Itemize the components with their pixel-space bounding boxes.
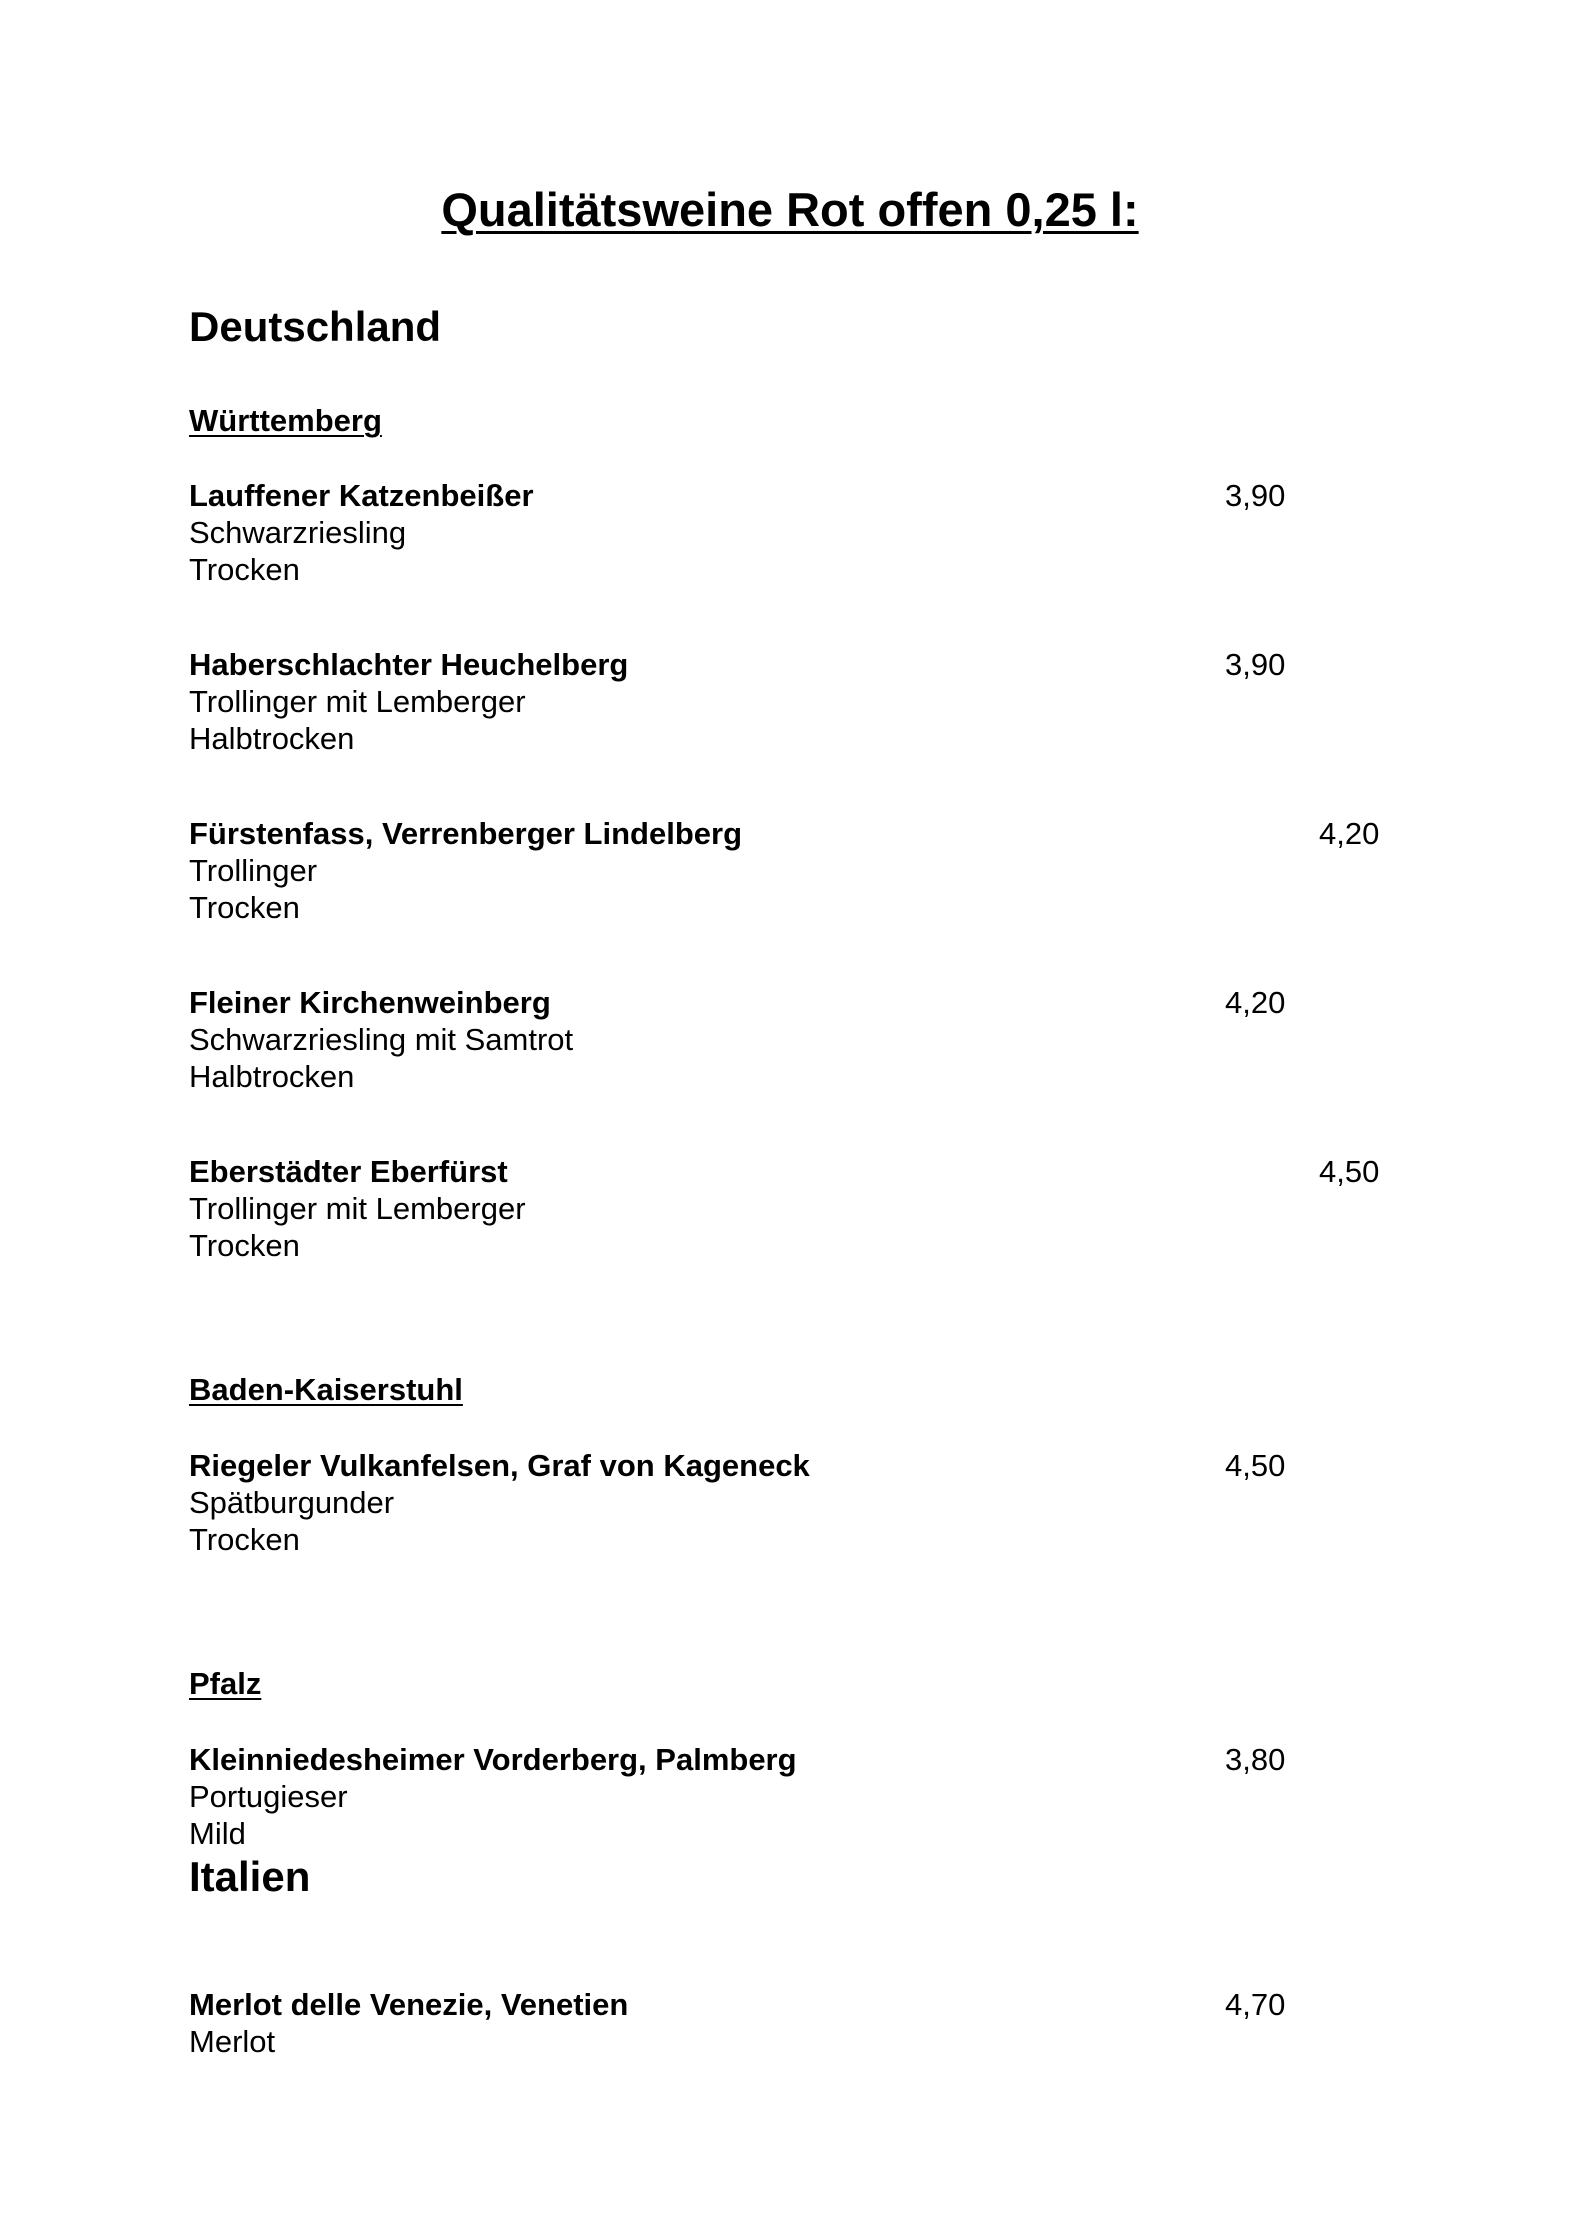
region-heading-wuerttemberg: Württemberg	[189, 403, 382, 438]
wine-grape: Trollinger mit Lemberger	[189, 1191, 526, 1226]
wine-taste: Trocken	[189, 1522, 300, 1557]
wine-price: 4,70	[1225, 1987, 1286, 2022]
wine-grape: Spätburgunder	[189, 1485, 395, 1520]
wine-entry	[189, 477, 1389, 588]
country-heading-italien: Italien	[189, 1853, 311, 1900]
wine-grape: Portugieser	[189, 1779, 348, 1814]
wine-name: Lauffener Katzenbeißer	[189, 478, 534, 513]
region-heading-pfalz: Pfalz	[189, 1666, 262, 1701]
wine-entry	[189, 1986, 1389, 2060]
wine-taste: Trocken	[189, 1228, 300, 1263]
country-heading-deutschland: Deutschland	[189, 303, 442, 350]
wine-taste: Trocken	[189, 890, 300, 925]
wine-name: Eberstädter Eberfürst	[189, 1154, 508, 1189]
wine-name: Fleiner Kirchenweinberg	[189, 985, 551, 1020]
wine-grape: Merlot	[189, 2024, 276, 2059]
wine-grape: Schwarzriesling	[189, 515, 407, 550]
wine-entry	[189, 646, 1389, 757]
wine-price: 4,20	[1225, 985, 1286, 1020]
wine-name: Kleinniedesheimer Vorderberg, Palmberg	[189, 1742, 797, 1777]
wine-name: Fürstenfass, Verrenberger Lindelberg	[189, 816, 743, 851]
wine-taste: Halbtrocken	[189, 721, 355, 756]
region-heading-baden-kaiserstuhl: Baden-Kaiserstuhl	[189, 1372, 463, 1407]
wine-price: 3,90	[1225, 647, 1286, 682]
wine-entry	[189, 815, 1389, 926]
page-title: Qualitätsweine Rot offen 0,25 l:	[441, 183, 1139, 236]
wine-taste: Mild	[189, 1816, 246, 1851]
wine-grape: Trollinger	[189, 853, 318, 888]
wine-price: 4,20	[1319, 816, 1380, 851]
wine-name: Merlot delle Venezie, Venetien	[189, 1987, 629, 2022]
wine-taste: Halbtrocken	[189, 1059, 355, 1094]
wine-price: 3,90	[1225, 478, 1286, 513]
wine-price: 4,50	[1225, 1448, 1286, 1483]
wine-entry	[189, 1153, 1389, 1264]
wine-entry	[189, 1447, 1389, 1558]
wine-entry	[189, 1741, 1389, 1852]
wine-grape: Trollinger mit Lemberger	[189, 684, 526, 719]
wine-price: 3,80	[1225, 1742, 1286, 1777]
wine-grape: Schwarzriesling mit Samtrot	[189, 1022, 574, 1057]
wine-entry	[189, 984, 1389, 1095]
wine-name: Haberschlachter Heuchelberg	[189, 647, 629, 682]
wine-name: Riegeler Vulkanfelsen, Graf von Kageneck	[189, 1448, 810, 1483]
wine-taste: Trocken	[189, 552, 300, 587]
wine-price: 4,50	[1319, 1154, 1380, 1189]
